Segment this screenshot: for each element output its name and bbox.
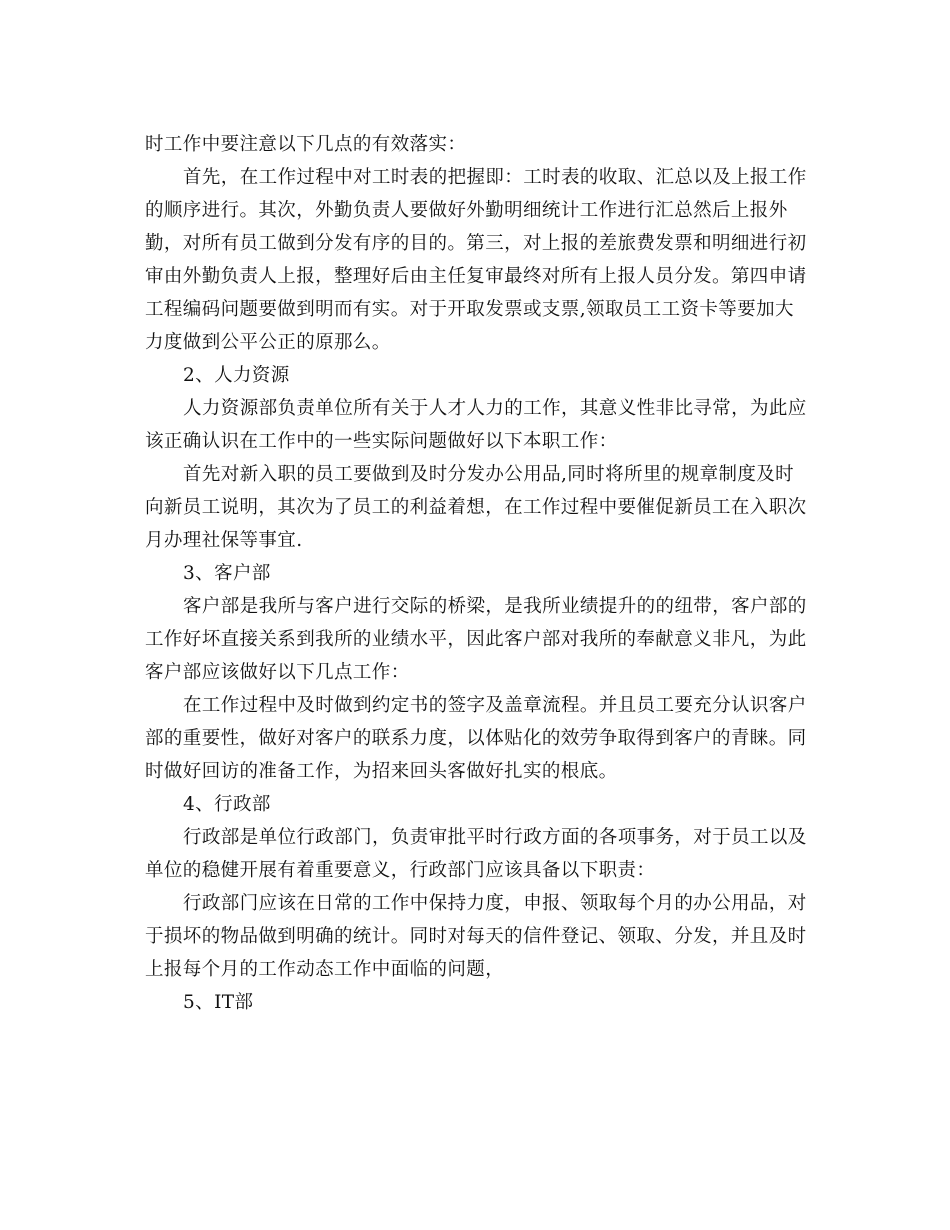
paragraph-first-line: 首先，在工作过程中对工时表的把握即：工时表的收取、汇总以及上报工作 bbox=[183, 167, 807, 188]
text-line: 月办理社保等事宜. bbox=[145, 530, 303, 551]
paragraph-first-line: 首先对新入职的员工要做到及时分发办公用品,同时将所里的规章制度及时 bbox=[183, 464, 795, 485]
text-line: 向新员工说明，其次为了员工的利益着想，在工作过程中要催促新员工在入职次 bbox=[145, 497, 807, 518]
text-line: 工作好坏直接关系到我所的业绩水平，因此客户部对我所的奉献意义非凡，为此 bbox=[145, 629, 807, 650]
paragraph-first-line: 人力资源部负责单位所有关于人才人力的工作，其意义性非比寻常，为此应 bbox=[183, 398, 807, 419]
text-line: 单位的稳健开展有着重要意义，行政部门应该具备以下职责： bbox=[145, 860, 656, 881]
section-heading-2: 2、人力资源 bbox=[183, 365, 290, 386]
text-line: 勤，对所有员工做到分发有序的目的。第三，对上报的差旅费发票和明细进行初 bbox=[145, 233, 807, 254]
paragraph-first-line: 客户部是我所与客户进行交际的桥梁，是我所业绩提升的的纽带，客户部的 bbox=[183, 596, 807, 617]
text-line: 上报每个月的工作动态工作中面临的问题， bbox=[145, 959, 505, 980]
text-line: 的顺序进行。其次，外勤负责人要做好外勤明细统计工作进行汇总然后上报外 bbox=[145, 200, 788, 221]
section-heading-5: 5、IT部 bbox=[183, 992, 254, 1013]
paragraph-first-line: 行政部门应该在日常的工作中保持力度，申报、领取每个月的办公用品，对 bbox=[183, 893, 807, 914]
section-heading-4: 4、行政部 bbox=[183, 794, 271, 815]
paragraph-first-line: 在工作过程中及时做到约定书的签字及盖章流程。并且员工要充分认识客户 bbox=[183, 695, 807, 716]
paragraph-first-line: 行政部是单位行政部门，负责审批平时行政方面的各项事务，对于员工以及 bbox=[183, 827, 807, 848]
text-line: 该正确认识在工作中的一些实际问题做好以下本职工作： bbox=[145, 431, 618, 452]
text-line: 客户部应该做好以下几点工作： bbox=[145, 662, 410, 683]
text-line: 于损坏的物品做到明确的统计。同时对每天的信件登记、领取、分发，并且及时 bbox=[145, 926, 807, 947]
text-line: 审由外勤负责人上报，整理好后由主任复审最终对所有上报人员分发。第四申请 bbox=[145, 266, 807, 287]
text-line: 部的重要性，做好对客户的联系力度，以体贴化的效劳争取得到客户的青睐。同 bbox=[145, 728, 807, 749]
text-line: 时工作中要注意以下几点的有效落实： bbox=[145, 134, 467, 155]
text-line: 力度做到公平公正的原那么。 bbox=[145, 332, 391, 353]
text-line: 工程编码问题要做到明而有实。对于开取发票或支票,领取员工工资卡等要加大 bbox=[145, 299, 794, 320]
text-line: 时做好回访的准备工作，为招来回头客做好扎实的根底。 bbox=[145, 761, 618, 782]
document-body bbox=[145, 128, 805, 1019]
section-heading-3: 3、客户部 bbox=[183, 563, 271, 584]
